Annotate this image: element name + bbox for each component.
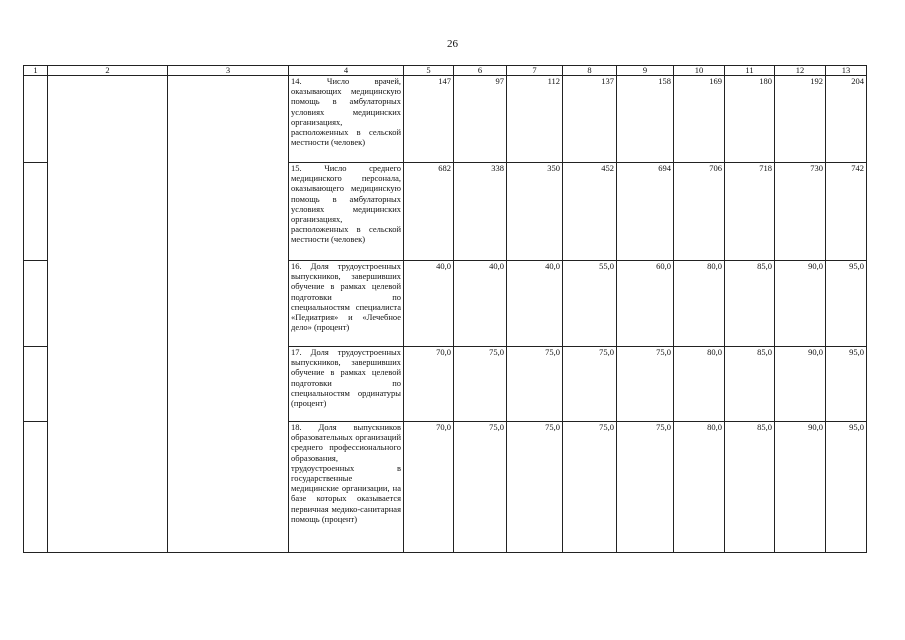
indicator-description: 17. Доля трудоустроенных выпускников, завершивших обучение в рамках целевой подготовки по специальностям ординатуры (процент) bbox=[289, 347, 404, 422]
indicator-value: 55,0 bbox=[563, 261, 617, 347]
empty-cell bbox=[48, 76, 168, 553]
indicator-value: 75,0 bbox=[563, 422, 617, 553]
indicator-value: 80,0 bbox=[674, 422, 725, 553]
indicator-value: 95,0 bbox=[826, 261, 867, 347]
indicator-value: 112 bbox=[507, 76, 563, 163]
column-header: 11 bbox=[725, 66, 775, 76]
empty-cell bbox=[24, 422, 48, 553]
indicator-value: 718 bbox=[725, 163, 775, 261]
column-header: 1 bbox=[24, 66, 48, 76]
indicator-value: 682 bbox=[404, 163, 454, 261]
indicator-value: 137 bbox=[563, 76, 617, 163]
column-header: 13 bbox=[826, 66, 867, 76]
indicator-value: 70,0 bbox=[404, 347, 454, 422]
indicator-value: 40,0 bbox=[404, 261, 454, 347]
indicator-value: 694 bbox=[617, 163, 674, 261]
indicator-value: 147 bbox=[404, 76, 454, 163]
indicator-value: 70,0 bbox=[404, 422, 454, 553]
indicator-value: 90,0 bbox=[775, 347, 826, 422]
indicator-value: 75,0 bbox=[507, 422, 563, 553]
column-header: 4 bbox=[289, 66, 404, 76]
empty-cell bbox=[24, 163, 48, 261]
indicator-description: 16. Доля трудоустроенных выпускников, завершивших обучение в рамках целевой подготовки по специальностям специалиста «Педиатрия» и «Лечебное дело» (процент) bbox=[289, 261, 404, 347]
indicator-value: 97 bbox=[454, 76, 507, 163]
indicator-table bbox=[23, 65, 867, 553]
indicator-value: 95,0 bbox=[826, 347, 867, 422]
indicator-value: 90,0 bbox=[775, 261, 826, 347]
page-number: 26 bbox=[447, 38, 458, 50]
indicator-description: 15. Число среднего медицинского персонала, оказывающего медицинскую помощь в амбулаторных условиях медицинских организациях, расположенных в сельской местности (человек) bbox=[289, 163, 404, 261]
indicator-value: 169 bbox=[674, 76, 725, 163]
indicator-value: 85,0 bbox=[725, 347, 775, 422]
empty-cell bbox=[24, 347, 48, 422]
indicator-value: 75,0 bbox=[454, 347, 507, 422]
indicator-value: 180 bbox=[725, 76, 775, 163]
column-header: 10 bbox=[674, 66, 725, 76]
empty-cell bbox=[24, 261, 48, 347]
indicator-value: 742 bbox=[826, 163, 867, 261]
indicator-value: 350 bbox=[507, 163, 563, 261]
column-header: 7 bbox=[507, 66, 563, 76]
indicator-value: 90,0 bbox=[775, 422, 826, 553]
indicator-value: 158 bbox=[617, 76, 674, 163]
indicator-value: 80,0 bbox=[674, 347, 725, 422]
empty-cell bbox=[24, 76, 48, 163]
indicator-value: 452 bbox=[563, 163, 617, 261]
column-header: 3 bbox=[168, 66, 289, 76]
column-header: 8 bbox=[563, 66, 617, 76]
indicator-value: 85,0 bbox=[725, 261, 775, 347]
column-header: 5 bbox=[404, 66, 454, 76]
indicator-value: 85,0 bbox=[725, 422, 775, 553]
indicator-value: 60,0 bbox=[617, 261, 674, 347]
indicator-value: 730 bbox=[775, 163, 826, 261]
indicator-value: 40,0 bbox=[507, 261, 563, 347]
indicator-value: 338 bbox=[454, 163, 507, 261]
indicator-value: 706 bbox=[674, 163, 725, 261]
indicator-value: 204 bbox=[826, 76, 867, 163]
indicator-value: 75,0 bbox=[563, 347, 617, 422]
indicator-description: 18. Доля выпускников образовательных организаций среднего профессионального образования, трудоустроенных в государственные медицинские организации, на базе которых оказывается первичная медико-санитарная помощь (процент) bbox=[289, 422, 404, 553]
indicator-value: 75,0 bbox=[617, 347, 674, 422]
indicator-value: 40,0 bbox=[454, 261, 507, 347]
indicator-value: 75,0 bbox=[617, 422, 674, 553]
column-header: 12 bbox=[775, 66, 826, 76]
column-header: 6 bbox=[454, 66, 507, 76]
indicator-value: 192 bbox=[775, 76, 826, 163]
empty-cell bbox=[168, 76, 289, 553]
table-row bbox=[24, 76, 867, 163]
indicator-description: 14. Число врачей, оказывающих медицинскую помощь в амбулаторных условиях медицинских организациях, расположенных в сельской местности (человек) bbox=[289, 76, 404, 163]
column-header: 2 bbox=[48, 66, 168, 76]
indicator-value: 75,0 bbox=[454, 422, 507, 553]
indicator-value: 75,0 bbox=[507, 347, 563, 422]
column-number-header-row bbox=[24, 66, 867, 76]
indicator-value: 95,0 bbox=[826, 422, 867, 553]
column-header: 9 bbox=[617, 66, 674, 76]
indicator-value: 80,0 bbox=[674, 261, 725, 347]
